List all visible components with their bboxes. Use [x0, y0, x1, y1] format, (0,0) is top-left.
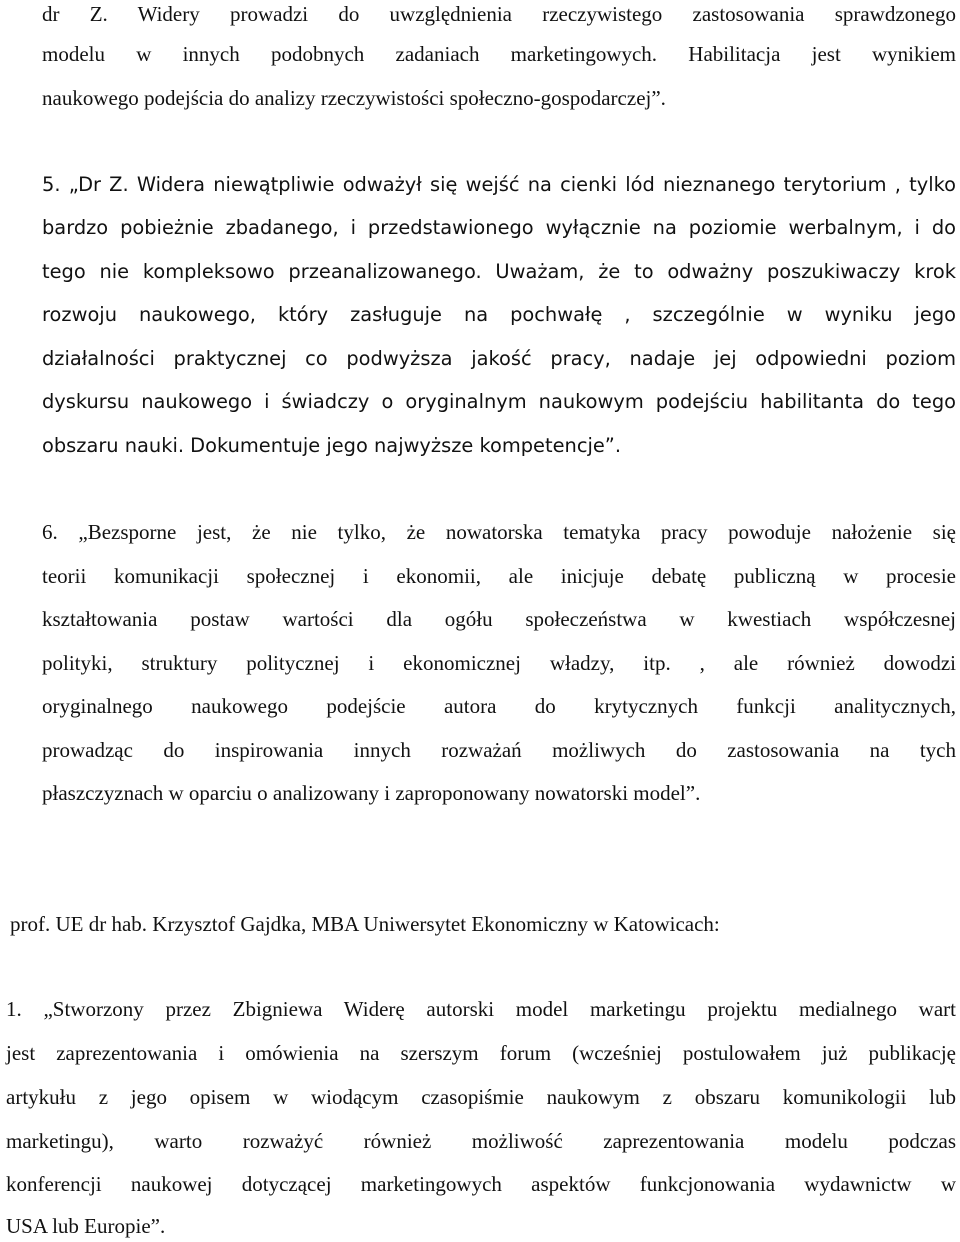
text-line: oryginalnego naukowego podejście autora do krytycznych funkcji analitycznych, [42, 694, 956, 718]
text-line: teorii komunikacji społecznej i ekonomii, ale inicjuje debatę publiczną w procesie [42, 564, 956, 588]
text-line: dr Z. Widery prowadzi do uwzględnienia rzeczywistego zastosowania sprawdzonego [42, 2, 956, 26]
text-line: 6. „Bezsporne jest, że nie tylko, że nowatorska tematyka pracy powoduje nałożenie się [42, 520, 956, 544]
text-line: dyskursu naukowego i świadczy o oryginalnym naukowym podejściu habilitanta do tego [42, 390, 956, 413]
text-line: obszaru nauki. Dokumentuje jego najwyższe kompetencje”. [42, 434, 622, 457]
text-line: konferencji naukowej dotyczącej marketingowych aspektów funkcjonowania wydawnictw w [6, 1172, 956, 1196]
text-line: rozwoju naukowego, który zasługuje na pochwałę , szczególnie w wyniku jego [42, 303, 956, 326]
text-line: bardzo pobieżnie zbadanego, i przedstawionego wyłącznie na poziomie werbalnym, i do [42, 216, 956, 239]
text-line: kształtowania postaw wartości dla ogółu społeczeństwa w kwestiach współczesnej [42, 607, 956, 631]
text-line: jest zaprezentowania i omówienia na szerszym forum (wcześniej postulowałem już publikację [6, 1041, 956, 1065]
text-line: 5. „Dr Z. Widera niewątpliwie odważył się wejść na cienki lód nieznanego terytorium , tylko [42, 173, 956, 196]
text-line: artykułu z jego opisem w wiodącym czasopiśmie naukowym z obszaru komunikologii lub [6, 1085, 956, 1109]
text-line: prowadząc do inspirowania innych rozważań możliwych do zastosowania na tych [42, 738, 956, 762]
text-line: marketingu), warto rozważyć również możliwość zaprezentowania modelu podczas [6, 1129, 956, 1153]
text-line: USA lub Europie”. [6, 1214, 166, 1238]
reviewer-heading: prof. UE dr hab. Krzysztof Gajdka, MBA Uniwersytet Ekonomiczny w Katowicach: [10, 912, 720, 936]
text-line: tego nie kompleksowo przeanalizowanego. Uważam, że to odważny poszukiwaczy krok [42, 260, 956, 283]
text-line: 1. „Stworzony przez Zbigniewa Widerę autorski model marketingu projektu medialnego wart [6, 997, 956, 1021]
text-line: naukowego podejścia do analizy rzeczywistości społeczno-gospodarczej”. [42, 86, 666, 110]
text-line: modelu w innych podobnych zadaniach marketingowych. Habilitacja jest wynikiem [42, 42, 956, 66]
text-line: działalności praktycznej co podwyższa jakość pracy, nadaje jej odpowiedni poziom [42, 347, 956, 370]
text-line: polityki, struktury politycznej i ekonomicznej władzy, itp. , ale również dowodzi [42, 651, 956, 675]
text-line: płaszczyznach w oparciu o analizowany i zaproponowany nowatorski model”. [42, 781, 701, 805]
